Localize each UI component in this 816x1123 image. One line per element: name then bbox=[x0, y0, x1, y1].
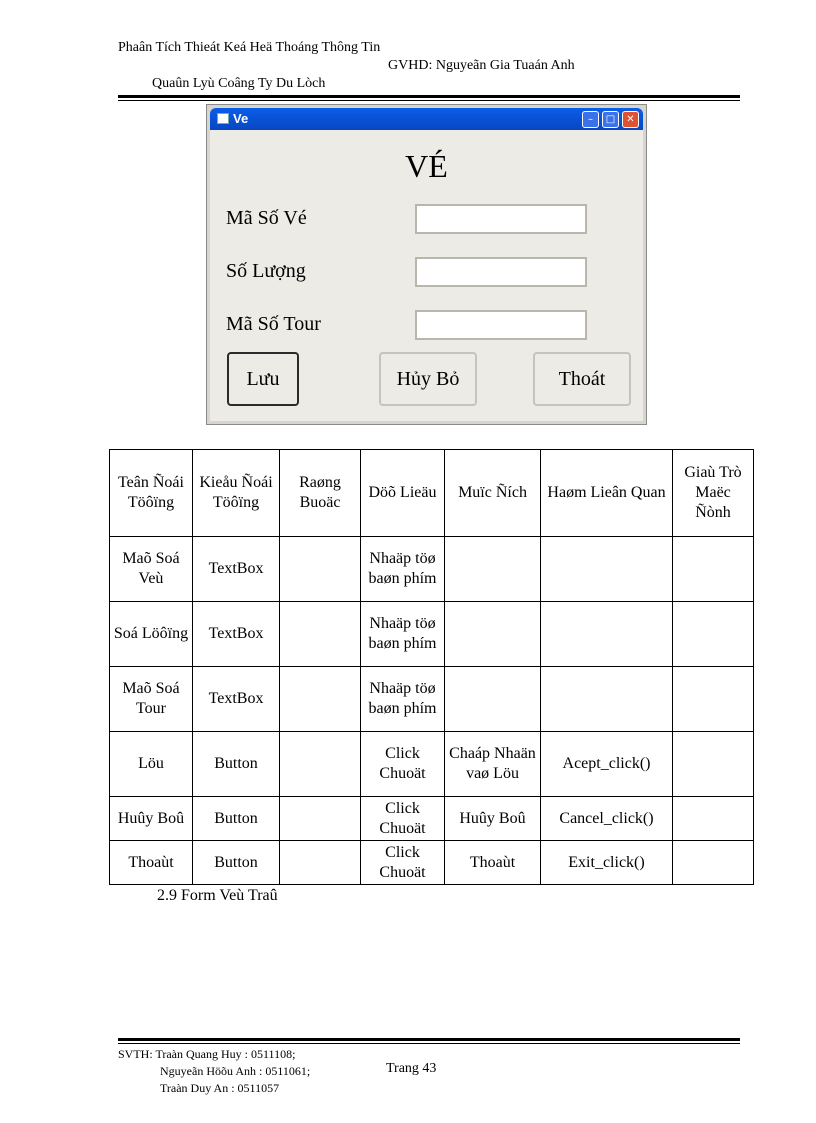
cell: Cancel_click() bbox=[541, 797, 673, 841]
footer-author-2: Nguyeãn Höõu Anh : 0511061; bbox=[160, 1064, 311, 1078]
ticket-id-label: Mã Số Vé bbox=[226, 207, 307, 229]
table-row bbox=[110, 841, 754, 885]
header-title: Phaân Tích Thieát Keá Heä Thoáng Thông Tin bbox=[118, 40, 381, 55]
footer-rule-thin bbox=[118, 1043, 740, 1044]
cell bbox=[280, 602, 361, 667]
cancel-button[interactable]: Hủy Bỏ bbox=[379, 352, 477, 406]
header-rule-thin bbox=[118, 100, 740, 101]
header-data: Döõ Lieäu bbox=[361, 450, 445, 537]
maximize-icon[interactable]: □ bbox=[602, 111, 619, 128]
cell bbox=[445, 602, 541, 667]
cell: Soá Löôïng bbox=[110, 602, 193, 667]
quantity-label: Số Lượng bbox=[226, 260, 306, 282]
cell: Thoaùt bbox=[445, 841, 541, 885]
table-row bbox=[110, 732, 754, 797]
exit-button[interactable]: Thoát bbox=[533, 352, 631, 406]
cell bbox=[280, 797, 361, 841]
cell bbox=[673, 667, 754, 732]
cell bbox=[673, 841, 754, 885]
header-rule bbox=[118, 95, 740, 98]
footer-author-3: Traàn Duy An : 0511057 bbox=[160, 1081, 280, 1095]
title-bar[interactable] bbox=[210, 108, 643, 130]
cell bbox=[673, 602, 754, 667]
cell: Huûy Boû bbox=[110, 797, 193, 841]
control-spec-table bbox=[109, 449, 754, 885]
cell: Button bbox=[193, 797, 280, 841]
minimize-icon[interactable]: – bbox=[582, 111, 599, 128]
cell: Click Chuoät bbox=[361, 797, 445, 841]
cell bbox=[673, 537, 754, 602]
cell: Button bbox=[193, 841, 280, 885]
header-related-function: Haøm Lieân Quan bbox=[541, 450, 673, 537]
footer-author-1: SVTH: Traàn Quang Huy : 0511108; bbox=[118, 1047, 296, 1061]
cell: Button bbox=[193, 732, 280, 797]
cell bbox=[541, 537, 673, 602]
cell: Chaáp Nhaän vaø Löu bbox=[445, 732, 541, 797]
cell: Maõ Soá Tour bbox=[110, 667, 193, 732]
tour-id-label: Mã Số Tour bbox=[226, 313, 321, 335]
header-purpose: Muïc Ñích bbox=[445, 450, 541, 537]
window-title: Ve bbox=[233, 111, 249, 126]
cell: TextBox bbox=[193, 602, 280, 667]
cell bbox=[280, 732, 361, 797]
form-client-area bbox=[210, 130, 643, 421]
cell: Huûy Boû bbox=[445, 797, 541, 841]
cell: TextBox bbox=[193, 667, 280, 732]
cell: Click Chuoät bbox=[361, 841, 445, 885]
header-object-type: Kieåu Ñoái Töôïng bbox=[193, 450, 280, 537]
cell: Exit_click() bbox=[541, 841, 673, 885]
cell: TextBox bbox=[193, 537, 280, 602]
cell bbox=[673, 732, 754, 797]
close-icon[interactable]: ✕ bbox=[622, 111, 639, 128]
cell bbox=[673, 797, 754, 841]
cell: Löu bbox=[110, 732, 193, 797]
save-button[interactable]: Lưu bbox=[227, 352, 299, 406]
header-default-value: Giaù Trò Maëc Ñònh bbox=[673, 450, 754, 537]
cell: Nhaäp töø baøn phím bbox=[361, 667, 445, 732]
header-constraint: Raøng Buoäc bbox=[280, 450, 361, 537]
table-row bbox=[110, 602, 754, 667]
header-subject: Quaûn Lyù Coâng Ty Du Lòch bbox=[152, 76, 326, 91]
form-title: VÉ bbox=[405, 148, 448, 184]
tour-id-input[interactable] bbox=[415, 310, 587, 340]
cell bbox=[445, 667, 541, 732]
cell bbox=[280, 667, 361, 732]
table-row bbox=[110, 667, 754, 732]
footer-rule bbox=[118, 1038, 740, 1041]
ticket-form-window bbox=[206, 104, 647, 425]
page-number: Trang 43 bbox=[386, 1061, 437, 1076]
ticket-id-input[interactable] bbox=[415, 204, 587, 234]
cell: Maõ Soá Veù bbox=[110, 537, 193, 602]
header-object-name: Teân Ñoái Töôïng bbox=[110, 450, 193, 537]
quantity-input[interactable] bbox=[415, 257, 587, 287]
cell bbox=[541, 602, 673, 667]
cell: Nhaäp töø baøn phím bbox=[361, 537, 445, 602]
figure-caption: 2.9 Form Veù Traû bbox=[157, 887, 278, 904]
cell: Nhaäp töø baøn phím bbox=[361, 602, 445, 667]
cell: Thoaùt bbox=[110, 841, 193, 885]
cell: Acept_click() bbox=[541, 732, 673, 797]
cell bbox=[280, 537, 361, 602]
cell bbox=[541, 667, 673, 732]
table-row bbox=[110, 537, 754, 602]
table-header-row bbox=[110, 450, 754, 537]
header-advisor: GVHD: Nguyeãn Gia Tuaán Anh bbox=[388, 58, 575, 73]
cell bbox=[445, 537, 541, 602]
table-row bbox=[110, 797, 754, 841]
cell bbox=[280, 841, 361, 885]
window-icon bbox=[217, 113, 229, 124]
cell: Click Chuoät bbox=[361, 732, 445, 797]
